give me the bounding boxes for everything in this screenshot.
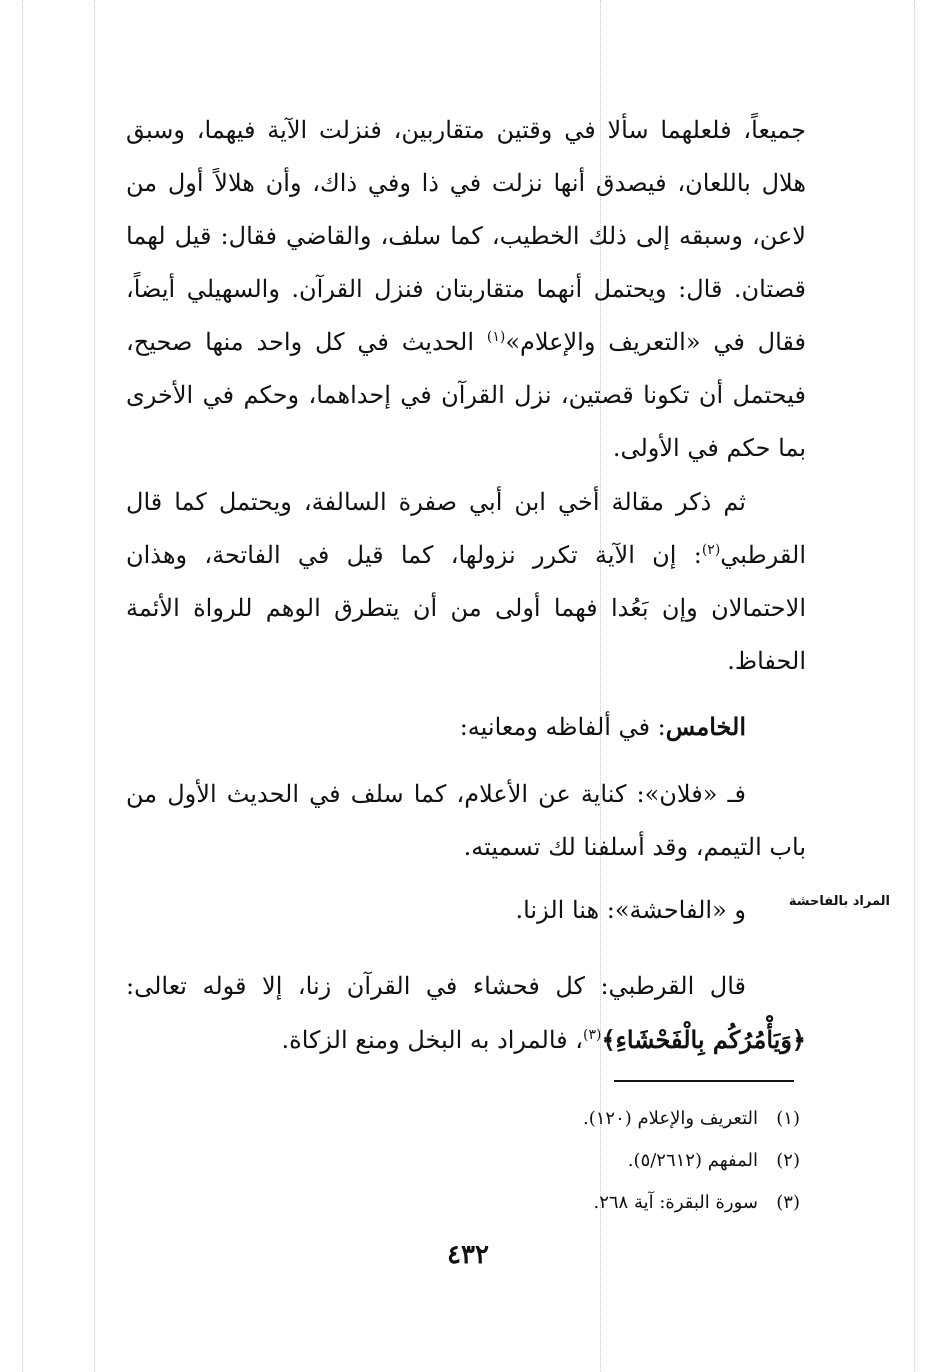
paragraph-1-tail: الحديث في كل واحد منها صحيح، فيحتمل أن تكونا قصتين، نزل القرآن في إحداهما، وحكم في الأخرى بما حكم في الأولى. — [126, 328, 806, 462]
footnote-ref-2: (٢) — [701, 542, 721, 558]
footnote-ref-1: (١) — [486, 329, 506, 345]
paragraph-5 — [126, 960, 806, 1067]
paragraph-5-tail: ، فالمراد به البخل ومنع الزكاة. — [281, 1026, 584, 1054]
section-heading-tail: : في ألفاظه ومعانيه: — [459, 713, 666, 741]
margin-note: المراد بالفاحشة — [788, 894, 890, 909]
footnote-number: (٣) — [776, 1192, 800, 1213]
paragraph-4-text: و «الفاحشة»: هنا الزنا. — [515, 896, 746, 924]
section-heading-line — [126, 700, 806, 754]
footnote-item — [520, 1098, 800, 1140]
footnote-text: التعريف والإعلام (١٢٠). — [583, 1108, 758, 1129]
quran-verse: ﴿وَيَأْمُرُكُم بِالْفَحْشَاءِ﴾ — [601, 1025, 806, 1054]
section-heading: الخامس — [665, 712, 746, 741]
footnote-number: (١) — [776, 1108, 800, 1129]
paragraph-4 — [126, 884, 806, 937]
paragraph-5-head: قال القرطبي: كل فحشاء في القرآن زنا، إلا قوله تعالى: — [126, 972, 747, 1000]
footnote-item — [520, 1182, 800, 1224]
footnote-item — [520, 1140, 800, 1182]
footnote-number: (٢) — [776, 1150, 800, 1171]
footnote-text: سورة البقرة: آية ٢٦٨. — [593, 1192, 758, 1213]
paragraph-2-head: ثم ذكر مقالة أخي ابن أبي صفرة السالفة، ويحتمل كما قال القرطبي — [126, 488, 806, 569]
footnotes — [520, 1098, 800, 1224]
footnote-separator — [614, 1080, 794, 1082]
page-number: ٤٣٢ — [447, 1240, 489, 1270]
paragraph-2-tail: : إن الآية تكرر نزولها، كما قيل في الفاتحة، وهذان الاحتمالان وإن بَعُدا فهما أولى من أن يتطرق الوهم للرواة الأئمة الحفاظ. — [126, 541, 806, 675]
paragraph-3-text: فـ «فلان»: كناية عن الأعلام، كما سلف في الحديث الأول من باب التيمم، وقد أسلفنا لك تسميته. — [126, 780, 806, 861]
footnote-text: المفهم (٥/٢٦١٢). — [627, 1150, 758, 1171]
paragraph-2 — [126, 476, 806, 688]
paragraph-3 — [126, 768, 806, 874]
footnote-ref-3: (٣) — [583, 1027, 602, 1043]
paragraph-1-text: جميعاً، فلعلهما سألا في وقتين متقاربين، فنزلت الآية فيهما، وسبق هلال باللعان، فيصدق أنها نزلت في ذا وفي ذاك، وأن هلالاً أول من لاعن، وسبقه إلى ذلك الخطيب، كما سلف، والقاضي فقال: قيل لهما قصتان. قال: ويحتمل أنهما متقاربتان فنزل القرآن. والسهيلي أيضاً، فقال في «التعريف والإعلام» — [126, 116, 806, 356]
paragraph-1 — [126, 104, 806, 475]
